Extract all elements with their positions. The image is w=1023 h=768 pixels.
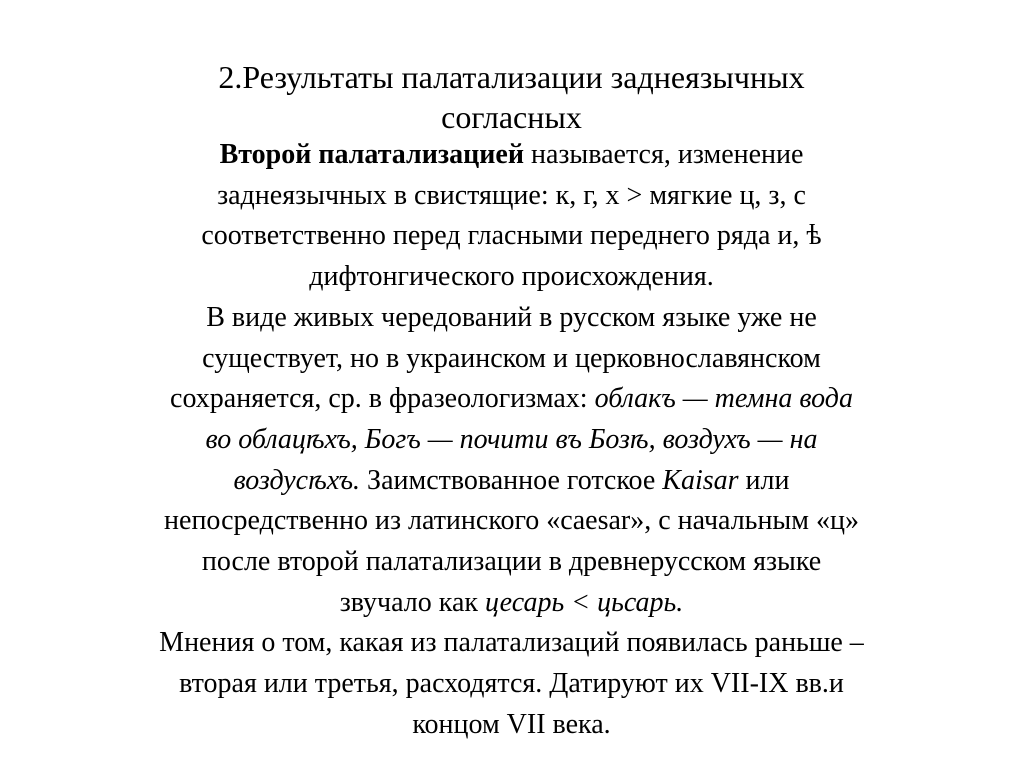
- title-line: 2.Результаты палатализации заднеязычных: [218, 59, 805, 95]
- text-segment: сохраняется, ср. в фразеологизмах:: [170, 383, 595, 415]
- example-word: цесарь < цьсарь.: [484, 586, 684, 618]
- text-line: Мнения о том, какая из палатализаций появилась раньше –: [159, 627, 864, 659]
- text-segment: Заимствованное готское: [360, 464, 663, 496]
- title-line: согласных: [441, 99, 582, 135]
- paragraph-definition: [40, 135, 983, 298]
- example-phrase: во облацѣхъ, Богъ — почити въ Бозѣ, воздухъ — на: [205, 423, 818, 455]
- text-line: концом VII века.: [412, 708, 611, 740]
- text-line: [40, 583, 983, 624]
- text-line: непосредственно из латинского «caesar», с начальным «ц»: [164, 505, 859, 537]
- text-line: дифтонгического происхождения.: [309, 261, 714, 293]
- paragraph-dating: [40, 623, 983, 745]
- text-line: [40, 135, 983, 176]
- text-segment: или: [738, 464, 790, 496]
- slide-title: [60, 57, 963, 137]
- paragraph-examples: [40, 298, 983, 624]
- text-line: [40, 461, 983, 502]
- defined-term: Второй палатализацией: [219, 139, 524, 170]
- example-phrase: облакъ — темна вода: [594, 383, 853, 415]
- text-line: существует, но в украинском и церковнославянском: [202, 342, 821, 374]
- text-line: заднеязычных в свистящие: к, г, х > мягкие ц, з, с: [217, 179, 806, 211]
- example-word: Kaisar: [662, 464, 739, 496]
- text-line: [40, 379, 983, 420]
- text-line: вторая или третья, расходятся. Датируют их VII-IX вв.и: [179, 668, 844, 700]
- text-segment: звучало как: [339, 586, 485, 618]
- example-phrase: воздусѣхъ.: [233, 464, 361, 496]
- slide-body: [40, 135, 983, 746]
- text-line: соответственно перед гласными переднего ряда и, ѣ: [201, 220, 822, 252]
- text-line: после второй палатализации в древнерусском языке: [201, 546, 822, 578]
- text-segment: называется, изменение: [523, 139, 804, 170]
- text-line: В виде живых чередований в русском языке уже не: [206, 301, 817, 333]
